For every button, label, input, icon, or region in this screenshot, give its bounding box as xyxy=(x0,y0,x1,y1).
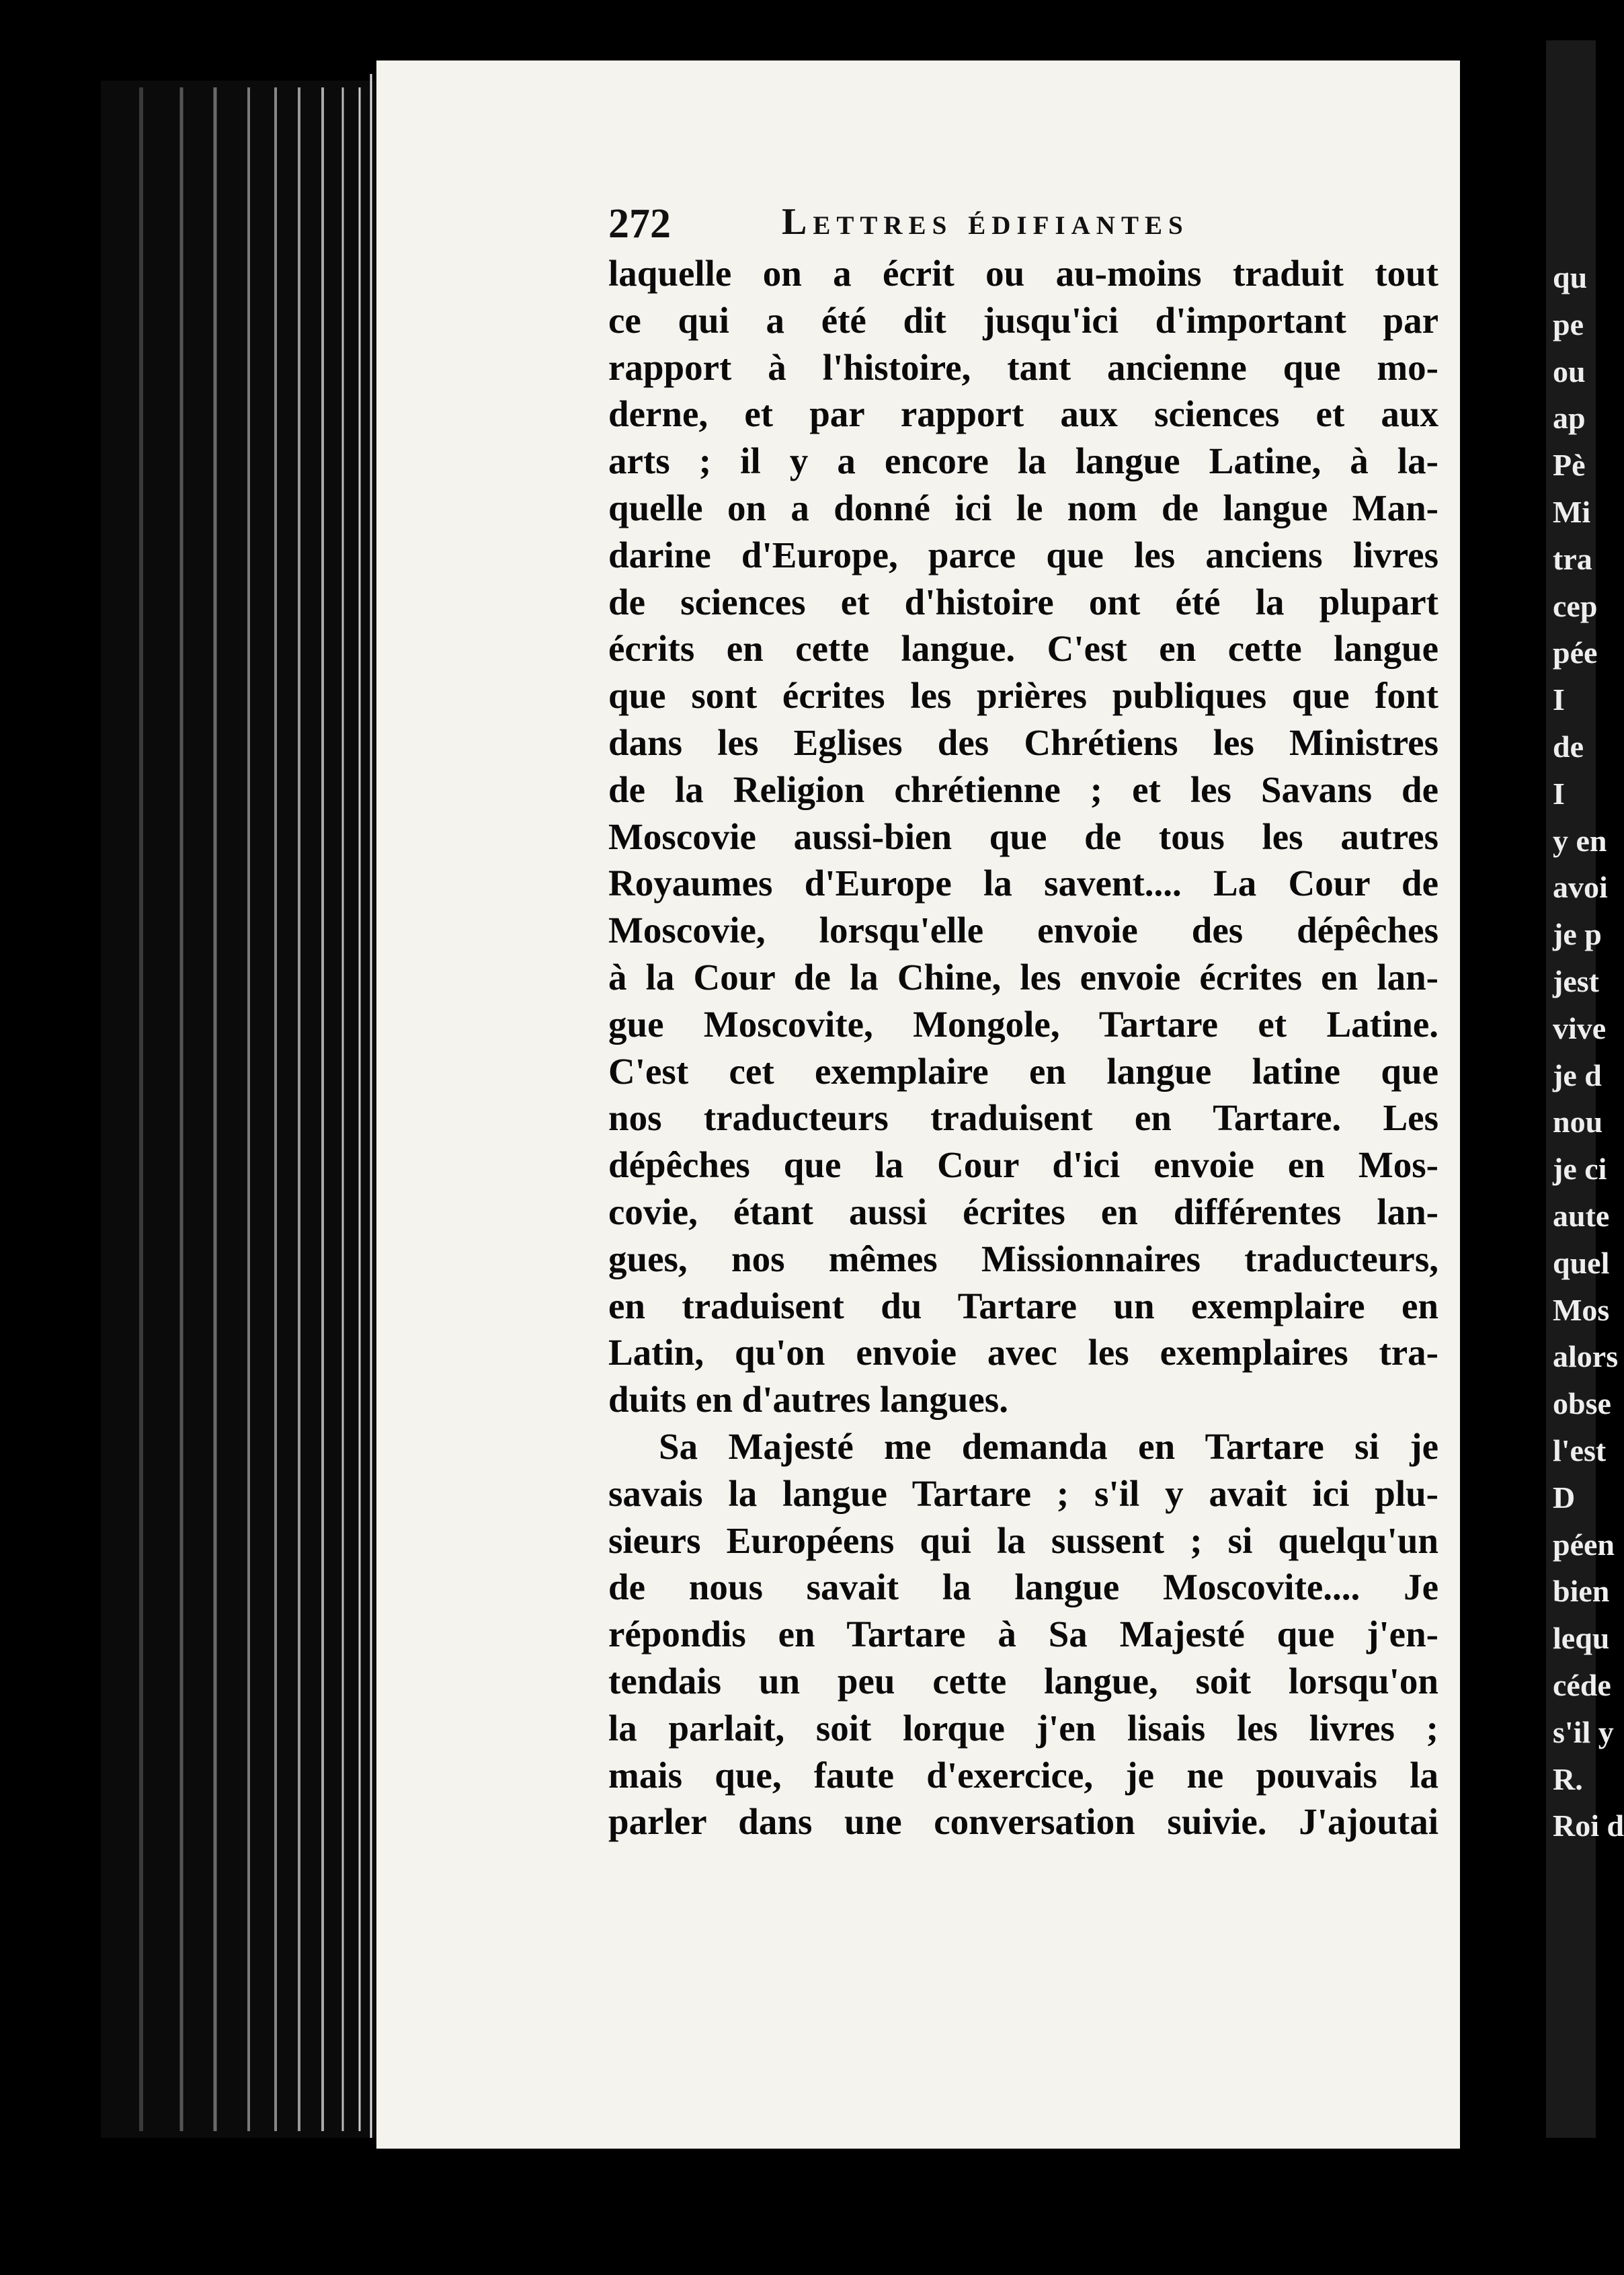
text-line: en traduisent du Tartare un exemplaire en xyxy=(608,1285,1438,1326)
adjacent-fragment: obse xyxy=(1553,1386,1611,1421)
text-line: ce qui a été dit jusqu'ici d'important par xyxy=(608,299,1438,341)
adjacent-fragment: ou xyxy=(1553,354,1586,389)
adjacent-fragment: céde xyxy=(1553,1667,1611,1702)
adjacent-page-text xyxy=(1553,254,1624,2137)
text-line: de sciences et d'histoire ont été la plupart xyxy=(608,581,1438,623)
adjacent-fragment: péen xyxy=(1553,1527,1615,1562)
adjacent-fragment: I xyxy=(1553,682,1565,717)
adjacent-fragment: qu xyxy=(1553,260,1588,294)
page-number: 272 xyxy=(608,201,671,247)
text-line: tendais un peu cette langue, soit lorsqu'on xyxy=(608,1660,1438,1702)
text-line: Moscovie aussi-bien que de tous les autres xyxy=(608,815,1438,857)
text-line: Latin, qu'on envoie avec les exemplaires tra- xyxy=(608,1332,1438,1373)
text-line: arts ; il y a encore la langue Latine, à la- xyxy=(608,440,1438,482)
text-line: sieurs Européens qui la sussent ; si quelqu'un xyxy=(608,1519,1438,1561)
adjacent-fragment: je ci xyxy=(1553,1152,1607,1187)
adjacent-fragment: Mos xyxy=(1553,1292,1610,1327)
text-line: laquelle on a écrit ou au-moins traduit tout xyxy=(608,253,1438,294)
text-line: gues, nos mêmes Missionnaires traducteurs, xyxy=(608,1238,1438,1279)
adjacent-fragment: ap xyxy=(1553,401,1586,436)
adjacent-fragment: tra xyxy=(1553,541,1592,576)
adjacent-fragment: Roi d xyxy=(1553,1808,1624,1843)
text-line: covie, étant aussi écrites en différentes lan- xyxy=(608,1191,1438,1232)
text-line: gue Moscovite, Mongole, Tartare et Latine. xyxy=(608,1003,1438,1045)
text-line: que sont écrites les prières publiques que font xyxy=(608,675,1438,717)
adjacent-fragment: lequ xyxy=(1553,1621,1610,1656)
adjacent-fragment: je p xyxy=(1553,917,1602,952)
adjacent-fragment: je d xyxy=(1553,1057,1602,1092)
adjacent-fragment: de xyxy=(1553,729,1584,764)
adjacent-fragment: quel xyxy=(1553,1245,1610,1280)
text-line: de nous savait la langue Moscovite.... Je xyxy=(608,1566,1438,1608)
text-line: quelle on a donné ici le nom de langue Man- xyxy=(608,487,1438,528)
text-line: savais la langue Tartare ; s'il y avait ici plu- xyxy=(608,1472,1438,1514)
text-line: à la Cour de la Chine, les envoie écrites en lan- xyxy=(608,956,1438,998)
body-text xyxy=(608,250,1442,1845)
text-line: dépêches que la Cour d'ici envoie en Mos- xyxy=(608,1144,1438,1186)
adjacent-fragment: Pè xyxy=(1553,448,1586,483)
adjacent-fragment: pée xyxy=(1553,635,1598,670)
adjacent-fragment: s'il y xyxy=(1553,1714,1614,1749)
adjacent-fragment: y en xyxy=(1553,823,1607,858)
adjacent-fragment: avoi xyxy=(1553,870,1608,905)
text-line: darine d'Europe, parce que les anciens livres xyxy=(608,534,1438,575)
paragraph-start-line: Sa Majesté me demanda en Tartare si je xyxy=(659,1425,1438,1467)
text-line: duits en d'autres langues. xyxy=(608,1379,1008,1421)
adjacent-fragment: alors xyxy=(1553,1339,1619,1374)
running-title: Lettres édifiantes xyxy=(782,201,1189,243)
text-line: mais que, faute d'exercice, je ne pouvais la xyxy=(608,1754,1438,1796)
text-line: dans les Eglises des Chrétiens les Ministres xyxy=(608,721,1438,763)
text-line: C'est cet exemplaire en langue latine que xyxy=(608,1050,1438,1092)
adjacent-fragment: Mi xyxy=(1553,494,1591,529)
adjacent-fragment: jest xyxy=(1553,963,1599,998)
text-line: parler dans une conversation suivie. J'ajoutai xyxy=(608,1801,1438,1843)
text-line: la parlait, soit lorque j'en lisais les livres ; xyxy=(608,1707,1438,1749)
adjacent-fragment: pe xyxy=(1553,307,1584,342)
adjacent-fragment: D xyxy=(1553,1480,1576,1515)
text-line: rapport à l'histoire, tant ancienne que mo- xyxy=(608,346,1438,388)
adjacent-fragment: nou xyxy=(1553,1105,1603,1140)
book-page-edges xyxy=(101,74,376,2138)
text-line: écrits en cette langue. C'est en cette langue xyxy=(608,628,1438,670)
text-line: Moscovie, lorsqu'elle envoie des dépêches xyxy=(608,910,1438,951)
text-line: derne, et par rapport aux sciences et aux xyxy=(608,393,1438,435)
adjacent-fragment: bien xyxy=(1553,1574,1610,1609)
text-line: de la Religion chrétienne ; et les Savans de xyxy=(608,768,1438,810)
adjacent-fragment: aute xyxy=(1553,1198,1610,1233)
adjacent-fragment: R. xyxy=(1553,1761,1583,1796)
adjacent-fragment: cep xyxy=(1553,588,1598,623)
text-line: répondis en Tartare à Sa Majesté que j'en- xyxy=(608,1613,1438,1655)
adjacent-fragment: l'est xyxy=(1553,1433,1607,1468)
running-header xyxy=(608,200,1307,245)
adjacent-fragment: vive xyxy=(1553,1010,1607,1045)
text-line: Royaumes d'Europe la savent.... La Cour de xyxy=(608,863,1438,904)
text-line: nos traducteurs traduisent en Tartare. Les xyxy=(608,1097,1438,1139)
adjacent-fragment: I xyxy=(1553,776,1565,811)
